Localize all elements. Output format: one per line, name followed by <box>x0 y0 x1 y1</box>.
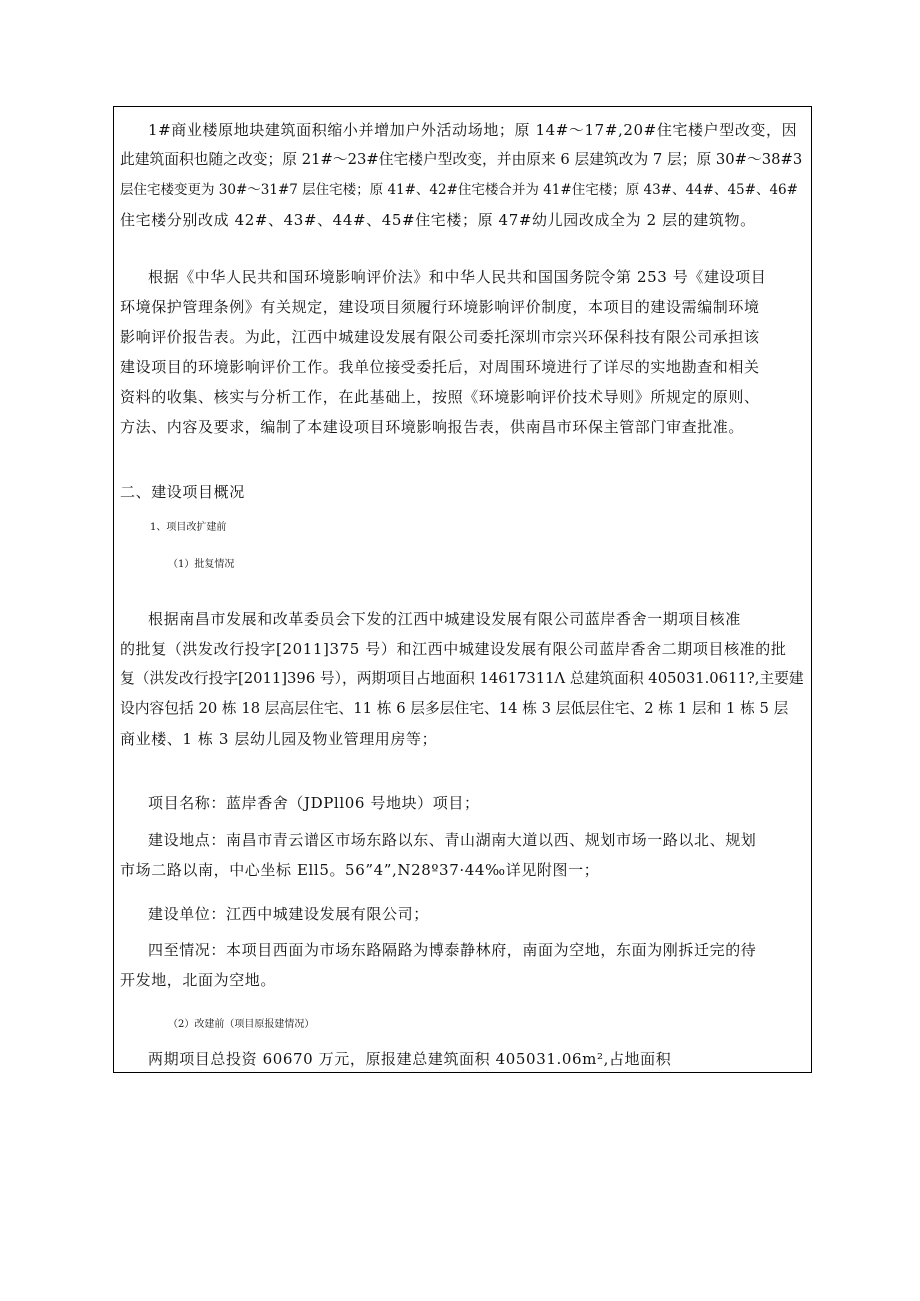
basis-line: 环境保护管理条例》有关规定，建设项目须履行环境影响评价制度，本项目的建设需编制环境 <box>120 298 760 316</box>
approval-line: 的批复（洪发改行投字[2011]375 号）和江西中城建设发展有限公司蓝岸香舍二期项目核准的批 <box>120 640 787 658</box>
intro-line: 1#商业楼原地块建筑面积缩小并增加户外活动场地；原 14#～17#,20#住宅楼户型改变，因 <box>148 121 798 139</box>
approval-paragraph <box>120 604 805 754</box>
basis-line: 方法、内容及要求，编制了本建设项目环境影响报告表，供南昌市环保主管部门审查批准。 <box>120 418 745 436</box>
builder: 建设单位：江西中城建设发展有限公司； <box>148 905 429 923</box>
surroundings-line: 四至情况：本项目西面为市场东路隔路为博泰静林府，南面为空地，东面为刚拆迁完的待 <box>148 941 757 959</box>
subsection-title: （2）改建前（项目原报建情况） <box>168 1019 315 1030</box>
approval-line: 复（洪发改行投字[2011]396 号），两期项目占地面积 14617311Λ 总建筑面积 405031.0611?,主要建 <box>120 670 804 687</box>
subsection-title: 1、项目改扩建前 <box>150 522 227 533</box>
surroundings-line: 开发地，北面为空地。 <box>120 971 277 989</box>
basis-line: 资料的收集、核实与分析工作，在此基础上，按照《环境影响评价技术导则》所规定的原则、 <box>120 388 760 406</box>
investment-line: 两期项目总投资 60670 万元，原报建总建筑面积 405031.06m²,占地面积 <box>148 1050 672 1068</box>
location-line: 市场二路以南，中心坐标 Ell5。56”4”,N28º37·44‰详见附图一； <box>120 861 600 879</box>
location-paragraph <box>120 825 805 885</box>
intro-line: 住宅楼分别改成 42#、43#、44#、45#住宅楼；原 47#幼儿园改成全为 2 层的建筑物。 <box>120 211 756 229</box>
basis-paragraph <box>120 262 805 442</box>
project-name: 项目名称：蓝岸香舍（JDPll06 号地块）项目； <box>148 794 480 812</box>
intro-line: 层住宅楼变更为 30#～31#7 层住宅楼；原 41#、42#住宅楼合并为 41#住宅楼；原 43#、44#、45#、46# <box>120 182 798 198</box>
subsection-title: （1）批复情况 <box>168 559 235 570</box>
location-line: 建设地点：南昌市青云谱区市场东路以东、青山湖南大道以西、规划市场一路以北、规划 <box>148 831 757 849</box>
approval-line: 根据南昌市发展和改革委员会下发的江西中城建设发展有限公司蓝岸香舍一期项目核准 <box>148 610 741 628</box>
basis-line: 影响评价报告表。为此，江西中城建设发展有限公司委托深圳市宗兴环保科技有限公司承担该 <box>120 328 760 346</box>
intro-paragraph <box>120 115 805 235</box>
section-title: 二、建设项目概况 <box>120 483 245 501</box>
basis-line: 建设项目的环境影响评价工作。我单位接受委托后，对周围环境进行了详尽的实地勘查和相关 <box>120 358 760 376</box>
approval-line: 设内容包括 20 栋 18 层高层住宅、11 栋 6 层多层住宅、14 栋 3 层低层住宅、2 栋 1 层和 1 栋 5 层 <box>120 700 789 717</box>
basis-line: 根据《中华人民共和国环境影响评价法》和中华人民共和国国务院令第 253 号《建设项目 <box>148 268 767 286</box>
approval-line: 商业楼、1 栋 3 层幼儿园及物业管理用房等； <box>120 730 438 748</box>
intro-line: 此建筑面积也随之改变；原 21#～23#住宅楼户型改变，并由原来 6 层建筑改为 7 层；原 30#～38#3 <box>120 151 803 168</box>
surroundings-paragraph <box>120 935 805 995</box>
